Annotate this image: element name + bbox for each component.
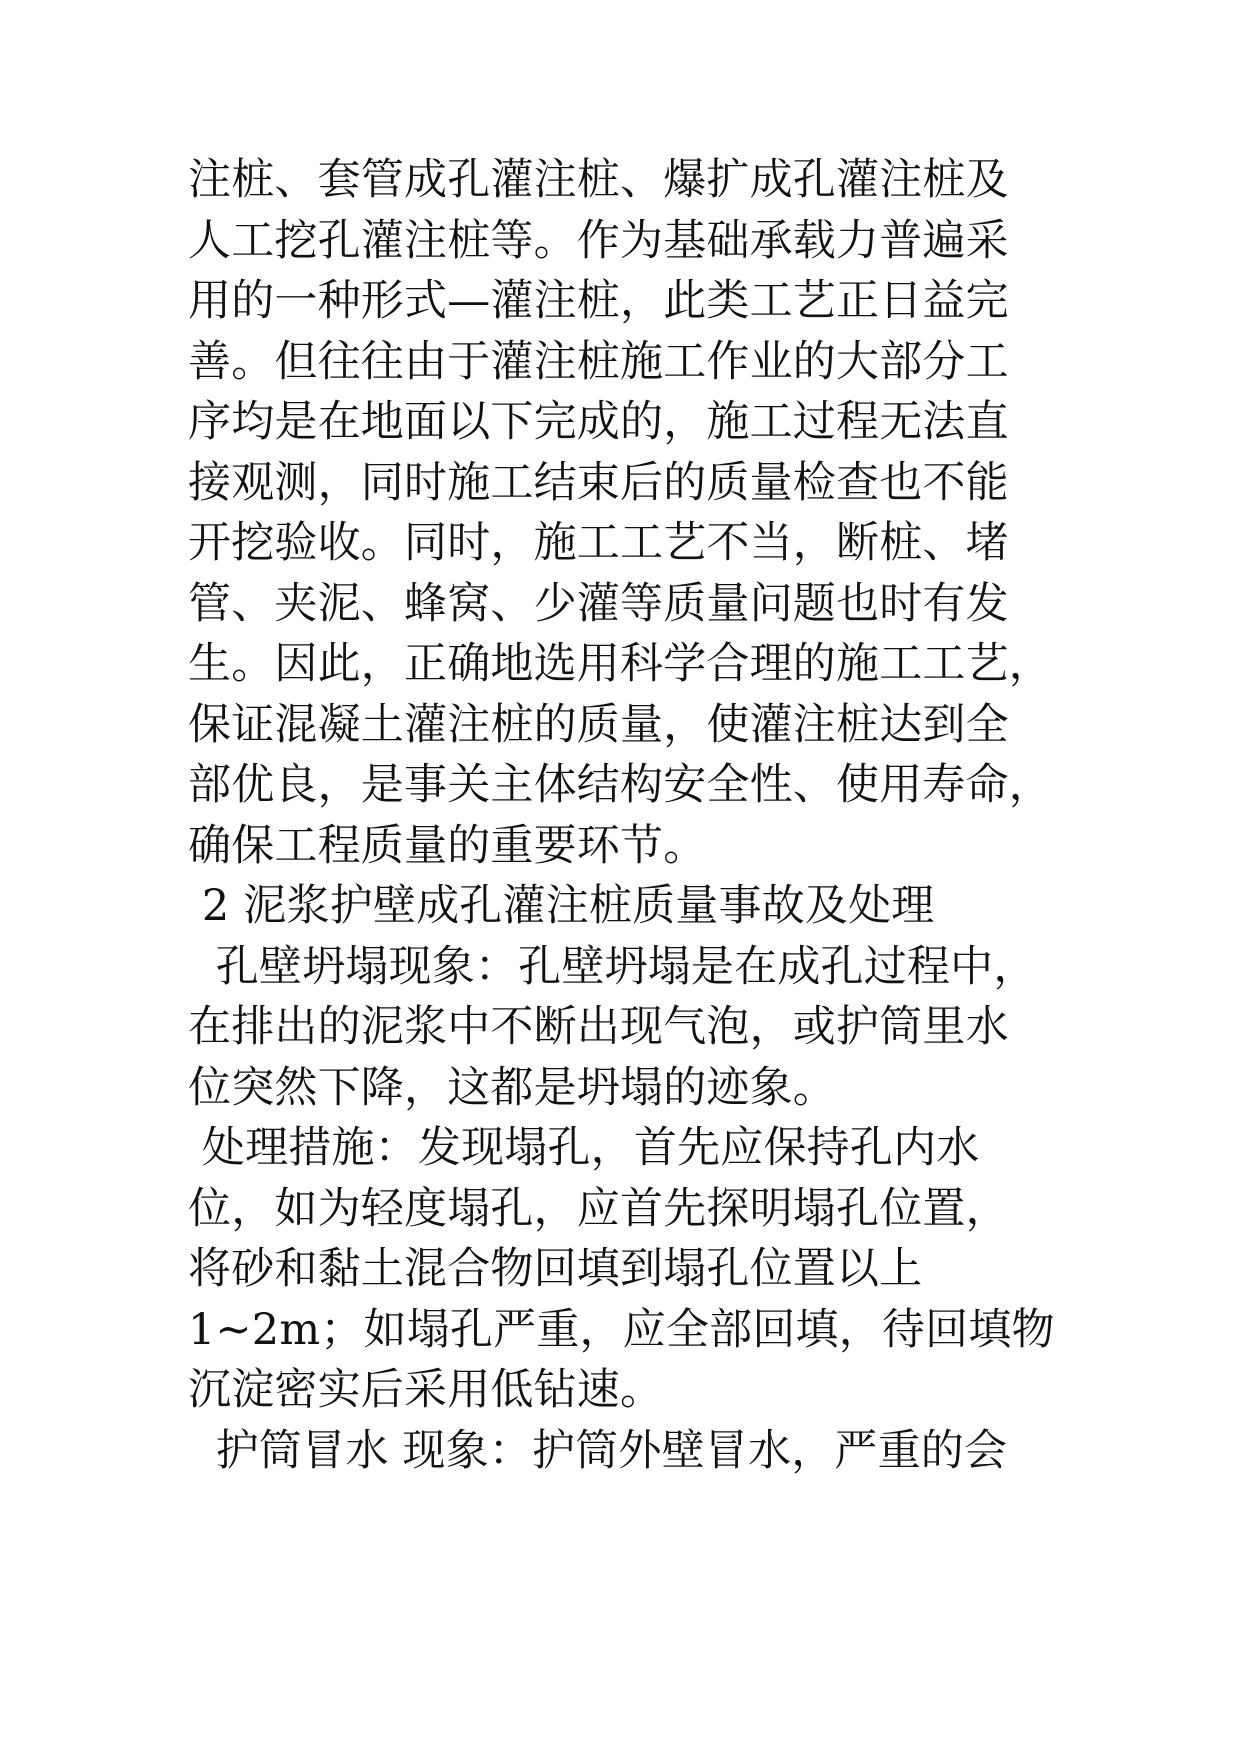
text-line: 序均是在地面以下完成的，施工过程无法直 [188, 397, 1009, 447]
text-line: 护筒冒水 现象：护筒外壁冒水，严重的会 [188, 1425, 1008, 1476]
text-line: 孔壁坍塌现象：孔壁坍塌是在成孔过程中， [188, 941, 1037, 992]
text-line: 人工挖孔灌注桩等。作为基础承载力普遍采 [188, 215, 1009, 266]
text-line: 在排出的泥浆中不断出现气泡，或护筒里水 [188, 1002, 1009, 1052]
text-line: 1~2m；如塌孔严重，应全部回填，待回填物 [188, 1304, 1055, 1355]
text-line: 位，如为轻度塌孔，应首先探明塌孔位置， [188, 1183, 1009, 1234]
text-line: 处理措施：发现塌孔，首先应保持孔内水 [188, 1123, 980, 1173]
text-line: 确保工程质量的重要环节。 [188, 820, 707, 871]
text-line: 将砂和黏土混合物回填到塌孔位置以上 [188, 1244, 923, 1294]
text-line: 位突然下降，这都是坍塌的迹象。 [188, 1062, 836, 1113]
section-heading: 2 泥浆护壁成孔灌注桩质量事故及处理 [188, 881, 935, 931]
text-line: 部优良，是事关主体结构安全性、使用寿命， [188, 760, 1052, 810]
text-line: 管、夹泥、蜂窝、少灌等质量问题也时有发 [188, 578, 1009, 629]
text-line: 开挖验收。同时，施工工艺不当，断桩、堵 [188, 518, 1009, 568]
text-line: 用的一种形式—灌注桩，此类工艺正日益完 [188, 276, 1009, 326]
text-line: 保证混凝土灌注桩的质量，使灌注桩达到全 [188, 699, 1009, 750]
body-text [188, 150, 1108, 1481]
text-line: 沉淀密实后采用低钻速。 [188, 1365, 664, 1415]
text-line: 生。因此，正确地选用科学合理的施工工艺， [188, 639, 1052, 689]
text-line: 注桩、套管成孔灌注桩、爆扩成孔灌注桩及 [188, 155, 1009, 205]
text-line: 善。但往往由于灌注桩施工作业的大部分工 [188, 336, 1009, 387]
text-line: 接观测，同时施工结束后的质量检查也不能 [188, 457, 1009, 508]
